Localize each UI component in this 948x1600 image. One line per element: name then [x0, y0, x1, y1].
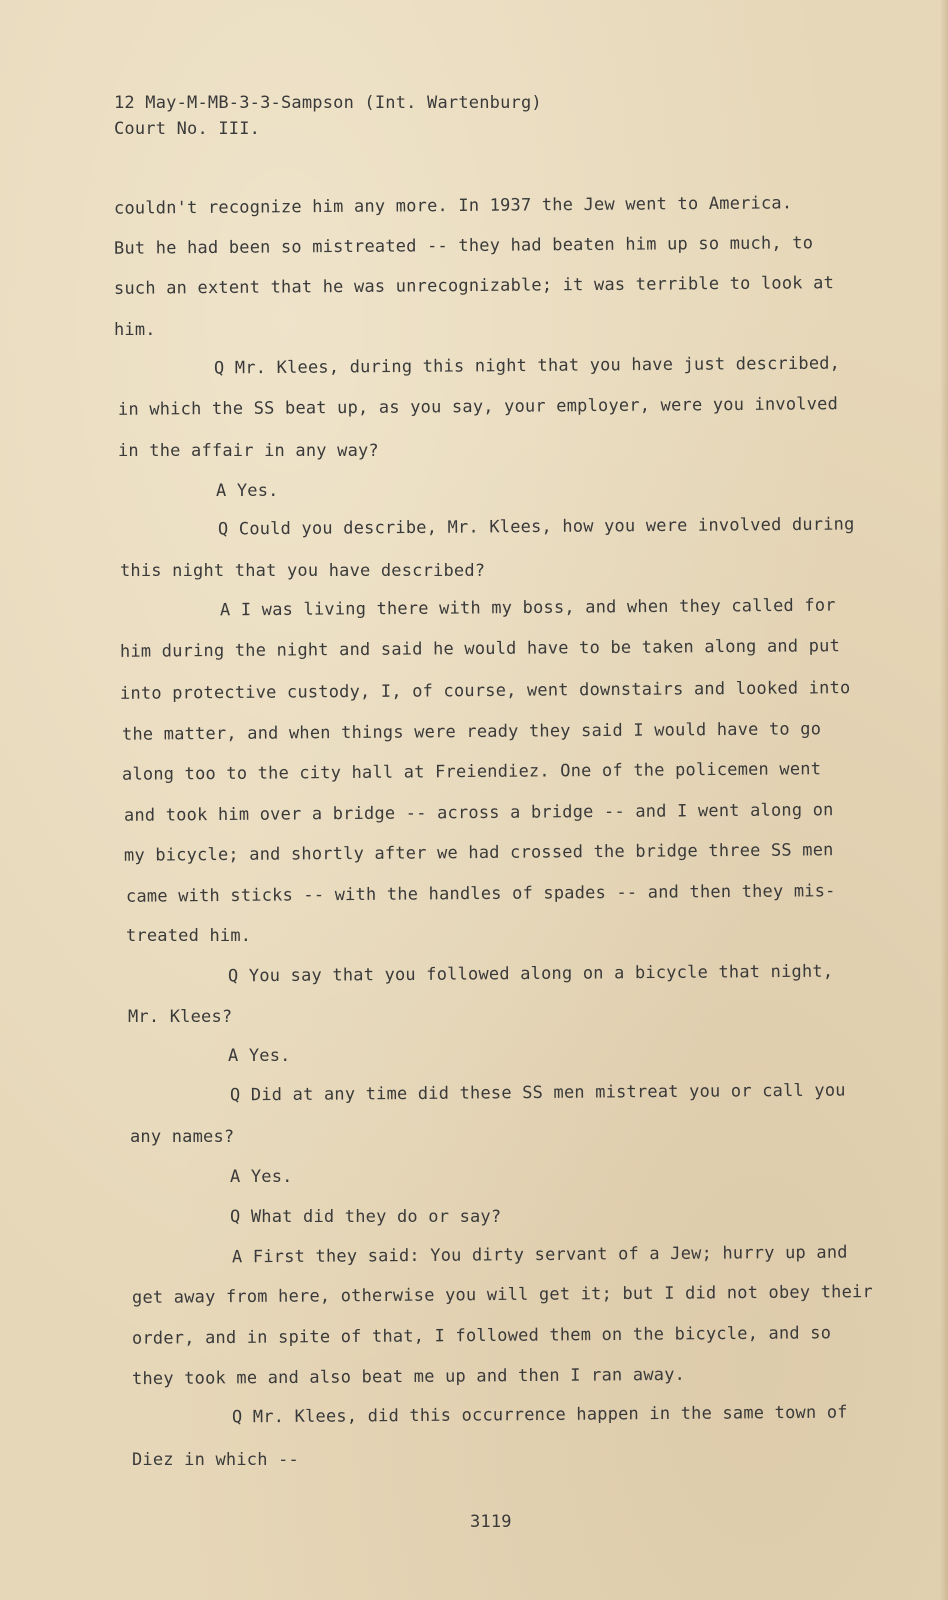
page-edge-shadow	[940, 0, 948, 1600]
transcript-line: him during the night and said he would have to be taken along and put	[119, 636, 841, 662]
transcript-line: into protective custody, I, of course, went downstairs and looked into	[119, 678, 851, 704]
page-number: 3119	[470, 1512, 512, 1532]
header-line-court: Court No. III.	[114, 119, 261, 139]
transcript-line: any names?	[130, 1127, 235, 1147]
transcript-line: Q Did at any time did these SS men mistreat you or call you	[229, 1080, 846, 1106]
transcript-line: Q You say that you followed along on a bicycle that night,	[227, 961, 834, 987]
transcript-line: they took me and also beat me up and then I ran away.	[131, 1364, 686, 1390]
transcript-line: came with sticks -- with the handles of spades -- and then they mis-	[125, 881, 836, 907]
transcript-line: A Yes.	[230, 1167, 293, 1187]
transcript-line: the matter, and when things were ready they said I would have to go	[121, 719, 822, 745]
transcript-line: A First they said: You dirty servant of a Jew; hurry up and	[231, 1242, 848, 1268]
transcript-line: in the affair in any way?	[118, 441, 379, 461]
transcript-line: Mr. Klees?	[128, 1007, 233, 1027]
transcript-line: Q Mr. Klees, did this occurrence happen in the same town of	[231, 1402, 848, 1428]
transcript-line: my bicycle; and shortly after we had crossed the bridge three SS men	[123, 840, 834, 866]
transcript-line: Q Could you describe, Mr. Klees, how you were involved during	[217, 514, 855, 540]
transcript-line: get away from here, otherwise you will get it; but I did not obey their	[131, 1282, 873, 1308]
transcript-line: treated him.	[126, 926, 252, 946]
transcript-line: couldn't recognize him any more. In 1937 the Jew went to America.	[113, 193, 793, 219]
transcript-line: A Yes.	[228, 1046, 291, 1066]
document-header	[114, 90, 542, 142]
transcript-line: this night that you have described?	[120, 561, 486, 581]
transcript-line: Q Mr. Klees, during this night that you have just described,	[213, 353, 841, 379]
transcript-line: in which the SS beat up, as you say, your employer, were you involved	[117, 394, 839, 420]
transcript-line: order, and in spite of that, I followed them on the bicycle, and so	[131, 1323, 832, 1349]
transcript-line: along too to the city hall at Freiendiez. One of the policemen went	[121, 759, 822, 785]
transcript-line: such an extent that he was unrecognizable; it was terrible to look at	[113, 273, 835, 299]
transcript-line: A Yes.	[216, 481, 279, 501]
transcript-line: and took him over a bridge -- across a bridge -- and I went along on	[123, 800, 834, 826]
transcript-line: him.	[114, 320, 156, 340]
transcript-line: Diez in which --	[132, 1450, 299, 1470]
header-line-case-reference: 12 May-M-MB-3-3-Sampson (Int. Wartenburg)	[114, 93, 542, 113]
transcript-line: But he had been so mistreated -- they had beaten him up so much, to	[113, 233, 814, 259]
transcript-line: Q What did they do or say?	[230, 1207, 502, 1227]
transcript-line: A I was living there with my boss, and when they called for	[219, 595, 836, 621]
